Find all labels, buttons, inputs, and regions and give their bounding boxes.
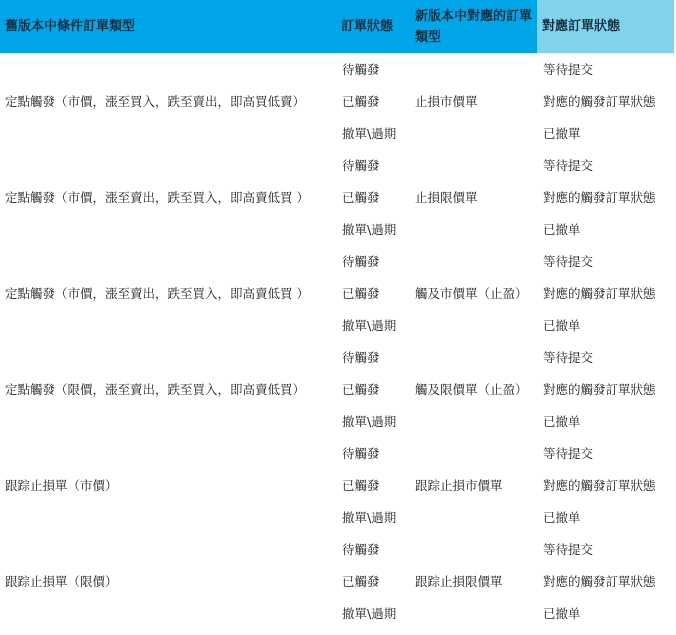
mapped-status-cell: 已撤單 [543,126,581,141]
table-body [0,53,674,629]
status-cell: 已觸發 [342,382,380,397]
status-cell: 撤單\過期 [342,510,397,525]
mapped-status-cell: 對應的觸發訂單狀態 [543,94,656,109]
status-cell: 撤單\過期 [342,606,397,621]
status-cell: 待觸發 [342,158,380,173]
mapped-status-cell: 等待提交 [543,350,594,365]
mapped-status-cell: 對應的觸發訂單狀態 [543,478,656,493]
status-cell: 已觸發 [342,478,380,493]
mapped-status-cell: 已撤单 [543,222,581,237]
status-cell: 已觸發 [342,94,380,109]
status-cell: 已觸發 [342,574,380,589]
status-cell: 待觸發 [342,542,380,557]
mapped-status-cell: 對應的觸發訂單狀態 [543,286,656,301]
old-type-cell: 定點觸發（限價，漲至賣出，跌至買入，即高賣低買） [5,381,306,397]
table-row [0,533,674,565]
new-type-cell: 止損市價單 [415,93,478,109]
header-new-type: 新版本中對應的訂單類型 [410,0,537,53]
new-type-cell: 止損限價單 [415,189,478,205]
header-old-type: 舊版本中條件訂單類型 [0,0,336,53]
new-type-cell: 觸及限價單（止盈） [415,381,528,397]
table-header-row [0,0,674,53]
old-type-cell: 定點觸發（市價，漲至賣出，跌至買入，即高賣低買 ） [5,189,309,205]
mapped-status-cell: 已撤单 [543,318,581,333]
mapped-status-cell: 已撤单 [543,606,581,621]
table-row [0,245,674,277]
mapped-status-cell: 對應的觸發訂單狀態 [543,190,656,205]
mapped-status-cell: 已撤单 [543,510,581,525]
header-status: 訂單狀態 [336,0,410,53]
old-type-cell: 定點觸發（市價，漲至買入，跌至賣出，即高買低賣） [5,93,306,109]
status-cell: 撤單\過期 [342,318,397,333]
table-row [0,53,674,85]
status-cell: 撤單\過期 [342,414,397,429]
mapped-status-cell: 等待提交 [543,446,594,461]
status-cell: 待觸發 [342,254,380,269]
status-cell: 撤單\過期 [342,126,397,141]
old-type-cell: 定點觸發（市價，漲至賣出，跌至買入，即高賣低買 ） [5,285,309,301]
status-cell: 已觸發 [342,286,380,301]
status-cell: 已觸發 [342,190,380,205]
status-cell: 待觸發 [342,446,380,461]
mapped-status-cell: 對應的觸發訂單狀態 [543,574,656,589]
mapped-status-cell: 等待提交 [543,542,594,557]
table-row [0,149,674,181]
status-cell: 待觸發 [342,62,380,77]
old-type-cell: 跟踪止損單（限價） [5,573,118,589]
mapped-status-cell: 已撤单 [543,414,581,429]
mapped-status-cell: 等待提交 [543,158,594,173]
new-type-cell: 觸及市價單（止盈） [415,285,528,301]
new-type-cell: 跟踪止損限價單 [415,573,503,589]
table-row [0,437,674,469]
mapped-status-cell: 等待提交 [543,62,594,77]
table-row [0,341,674,373]
status-cell: 撤單\過期 [342,222,397,237]
mapped-status-cell: 等待提交 [543,254,594,269]
new-type-cell: 跟踪止損市價單 [415,477,503,493]
status-cell: 待觸發 [342,350,380,365]
old-type-cell: 跟踪止損單（市價） [5,477,118,493]
header-mapped-status: 對應訂單狀態 [537,0,674,53]
mapped-status-cell: 對應的觸發訂單狀態 [543,382,656,397]
